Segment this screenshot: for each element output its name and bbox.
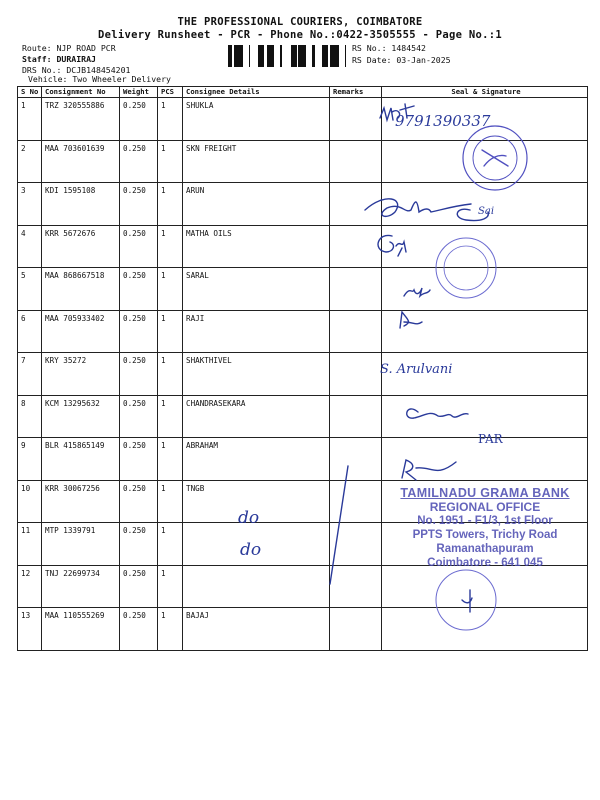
stamp-line-5: Ramanathapuram (436, 543, 534, 555)
row-consignment: KRY 35272 (42, 353, 120, 396)
staff-text: Staff: DURAIRAJ (22, 54, 96, 64)
handwritten-phone: 9791390337 (395, 112, 491, 130)
row-consignee: SKN FREIGHT (183, 140, 330, 183)
row-pcs: 1 (158, 225, 183, 268)
col-consignee: Consignee Details (183, 87, 330, 98)
row-pcs: 1 (158, 353, 183, 396)
row-consignment: MAA 110555269 (42, 608, 120, 651)
ditto-mark-11: do (238, 508, 260, 528)
signature-8 (407, 409, 468, 418)
stamp-line-2: REGIONAL OFFICE (429, 500, 541, 514)
row-pcs: 1 (158, 310, 183, 353)
row-weight: 0.250 (120, 268, 158, 311)
handwritten-note-7: S. Arulvani (380, 362, 453, 377)
col-signature: Seal & Signature (382, 87, 588, 98)
row-sno: 13 (18, 608, 42, 651)
ditto-mark-12: do (240, 540, 262, 560)
row-consignment: MAA 705933402 (42, 310, 120, 353)
row-pcs: 1 (158, 395, 183, 438)
runsheet-title: Delivery Runsheet - PCR - Phone No.:0422-3505555 - Page No.:1 (98, 29, 502, 41)
row-weight: 0.250 (120, 480, 158, 523)
row-sno: 8 (18, 395, 42, 438)
row-consignee: SHUKLA (183, 98, 330, 141)
row-pcs: 1 (158, 480, 183, 523)
row-pcs: 1 (158, 438, 183, 481)
row-sno: 4 (18, 225, 42, 268)
row-consignee: CHANDRASEKARA (183, 395, 330, 438)
route-text: Route: NJP ROAD PCR (22, 43, 116, 53)
drs-number: DRS No.: DCJB148454201 (22, 65, 131, 75)
stamp-line-1: TAMILNADU GRAMA BANK (400, 486, 570, 500)
company-title: THE PROFESSIONAL COURIERS, COIMBATORE (177, 16, 423, 28)
row-pcs: 1 (158, 608, 183, 651)
row-consignee: SHAKTHIVEL (183, 353, 330, 396)
ditto-line (330, 466, 348, 584)
bank-stamp (380, 486, 590, 570)
row-consignee: ABRAHAM (183, 438, 330, 481)
stamp-line-6: Coimbatore - 641 045 (427, 557, 543, 569)
row-consignment: MAA 868667518 (42, 268, 120, 311)
signature-10 (402, 460, 456, 480)
col-consignment: Consignment No (42, 87, 120, 98)
row-consignment: KRR 30067256 (42, 480, 120, 523)
signature-3 (365, 199, 471, 217)
row-weight: 0.250 (120, 395, 158, 438)
stamp-line-4: PPTS Towers, Trichy Road (412, 529, 558, 541)
col-weight: Weight (120, 87, 158, 98)
row-weight: 0.250 (120, 98, 158, 141)
row-consignment: TRZ 320555886 (42, 98, 120, 141)
row-sno: 5 (18, 268, 42, 311)
row-pcs: 1 (158, 140, 183, 183)
row-pcs: 1 (158, 523, 183, 566)
row-sno: 12 (18, 565, 42, 608)
row-weight: 0.250 (120, 310, 158, 353)
row-sno: 3 (18, 183, 42, 226)
row-consignee: RAJI (183, 310, 330, 353)
vehicle-text: Vehicle: Two Wheeler Delivery (28, 74, 171, 84)
rs-number: RS No.: 1484542 (352, 43, 426, 53)
row-sno: 6 (18, 310, 42, 353)
signature-4 (378, 235, 406, 256)
col-remarks: Remarks (330, 87, 382, 98)
col-sno: S No (18, 87, 42, 98)
row-weight: 0.250 (120, 183, 158, 226)
row-consignee: SARAL (183, 268, 330, 311)
row-weight: 0.250 (120, 608, 158, 651)
stamp-line-3: No. 1951 - F1/3, 1st Floor (417, 515, 553, 527)
row-pcs: 1 (158, 268, 183, 311)
row-sno: 1 (18, 98, 42, 141)
signature-6 (400, 312, 422, 328)
row-weight: 0.250 (120, 438, 158, 481)
row-consignment: MAA 703601639 (42, 140, 120, 183)
row-sno: 11 (18, 523, 42, 566)
row-consignee: BAJAJ (183, 608, 330, 651)
row-consignment: MTP 1339791 (42, 523, 120, 566)
round-stamp-5 (436, 238, 496, 298)
row-weight: 0.250 (120, 353, 158, 396)
col-pcs: PCS (158, 87, 183, 98)
handwritten-note-3: Sai (478, 206, 495, 217)
row-consignment: KDI 1595108 (42, 183, 120, 226)
row-consignment: TNJ 22699734 (42, 565, 120, 608)
row-sno: 7 (18, 353, 42, 396)
row-consignment: BLR 415865149 (42, 438, 120, 481)
row-sno: 10 (18, 480, 42, 523)
round-stamp-13 (436, 570, 496, 630)
row-consignee: TNGB (183, 480, 330, 523)
row-weight: 0.250 (120, 140, 158, 183)
row-consignment: KRR 5672676 (42, 225, 120, 268)
row-pcs: 1 (158, 183, 183, 226)
row-consignee: MATHA OILS (183, 225, 330, 268)
row-weight: 0.250 (120, 523, 158, 566)
row-pcs: 1 (158, 98, 183, 141)
row-pcs: 1 (158, 565, 183, 608)
row-sno: 2 (18, 140, 42, 183)
row-consignment: KCM 13295632 (42, 395, 120, 438)
handwritten-note-9: PAR (478, 432, 503, 446)
row-consignee: ARUN (183, 183, 330, 226)
row-weight: 0.250 (120, 565, 158, 608)
row-weight: 0.250 (120, 225, 158, 268)
rs-date: RS Date: 03-Jan-2025 (352, 55, 451, 65)
row-sno: 9 (18, 438, 42, 481)
